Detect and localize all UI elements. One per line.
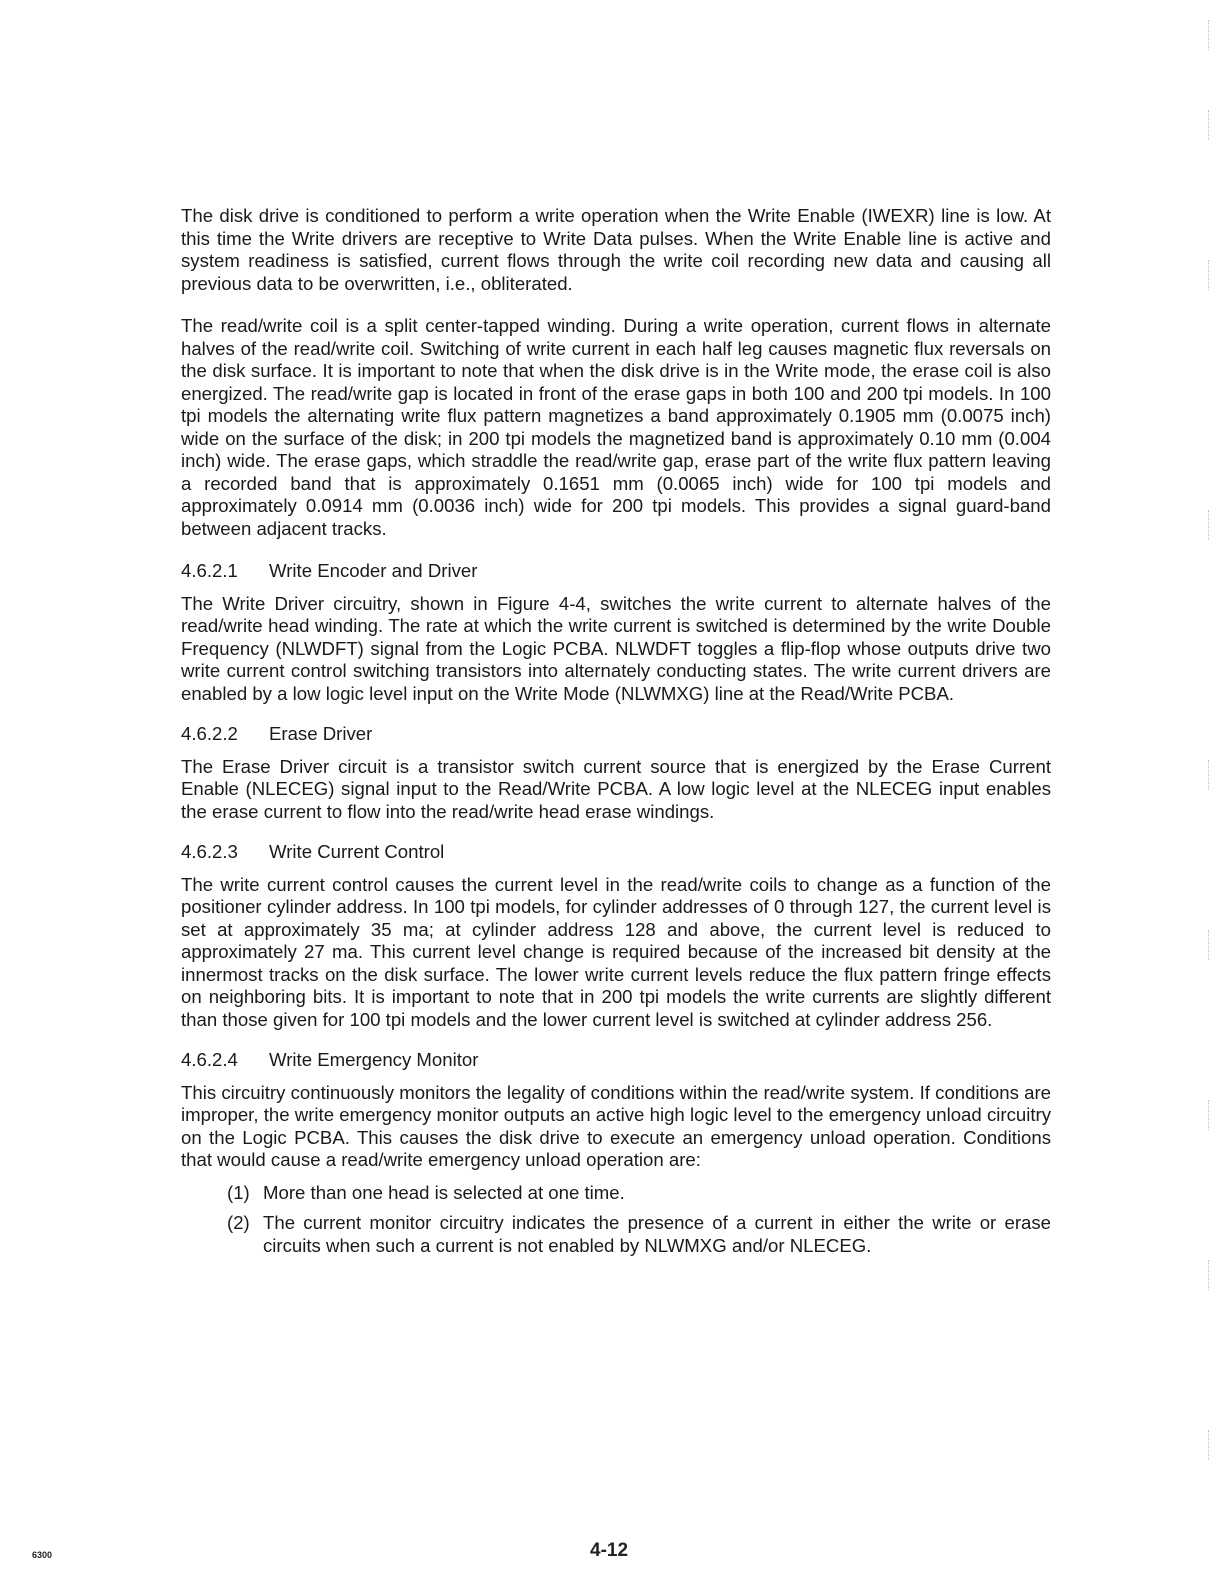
list-marker: (1) (227, 1181, 250, 1203)
scan-mark (1196, 1430, 1209, 1460)
section-number: 4.6.2.4 (181, 1049, 238, 1070)
list-item-text: More than one head is selected at one time. (263, 1181, 625, 1203)
conditions-list (181, 1182, 1051, 1258)
section-body: The Erase Driver circuit is a transistor switch current source that is energized by the Erase Current Enable (NLECEG) signal input to the Read/Write PCBA. A low logic level at the NLECEG input enables the erase current to flow into the read/write head erase windings. (181, 755, 1051, 822)
section-title: Write Current Control (269, 841, 445, 862)
section-title: Write Encoder and Driver (269, 560, 478, 581)
section-body: The write current control causes the current level in the read/write coils to change as a function of the positioner cylinder address. In 100 tpi models, for cylinder addresses of 0 through 127, the current level is set at approximately 35 ma; at cylinder address 128 and above, the current level is reduced to approximately 27 ma. This current level change is required because of the increased bit density at the innermost tracks on the disk surface. The lower write current levels reduce the flux pattern fringe effects on neighboring bits. It is important to note that in 200 tpi models the write currents are slightly different than those given for 100 tpi models and the lower current level is switched at cylinder address 256. (181, 873, 1051, 1030)
list-item-text: The current monitor circuitry indicates the presence of a current in either the write or erase circuits when such a current is not enabled by NLWMXG and/or NLECEG. (263, 1212, 1051, 1256)
section-title: Write Emergency Monitor (269, 1049, 479, 1070)
section-write-current-control (181, 841, 1051, 1031)
section-heading (181, 841, 1051, 864)
scan-mark (1196, 20, 1209, 50)
list-marker: (2) (227, 1212, 250, 1233)
scan-mark (1196, 930, 1209, 960)
list-item (227, 1212, 1051, 1257)
scan-mark (1196, 1260, 1209, 1290)
section-body: This circuitry continuously monitors the legality of conditions within the read/write system. If conditions are improper, the write emergency monitor outputs an active high logic level to the emergency unload circuitry on the Logic PCBA. This causes the disk drive to execute an emergency unload operation. Conditions that would cause a read/write emergency unload operation are: (181, 1081, 1051, 1170)
section-title: Erase Driver (269, 723, 373, 744)
paragraph-read-write-coil: The read/write coil is a split center-tapped winding. During a write operation, current flows in alternate halves of the read/write coil. Switching of write current in each half leg causes magnetic flux reversals on the disk surface. It is important to note that when the disk drive is in the Write mode, the erase coil is also energized. The read/write gap is located in front of the erase gaps in both 100 and 200 tpi models. In 100 tpi models the alternating write flux pattern magnetizes a band approximately 0.1905 mm (0.0075 inch) wide on the surface of the disk; in 200 tpi models the magnetized band is approximately 0.10 mm (0.004 inch) wide. The erase gaps, which straddle the read/write gap, erase part of the write flux pattern leaving a recorded band that is approximately 0.1651 mm (0.0065 inch) wide for 100 tpi models and approximately 0.0914 mm (0.0036 inch) wide for 200 tpi models. This provides a signal guard-band between adjacent tracks. (181, 315, 1051, 539)
section-body: The Write Driver circuitry, shown in Figure 4-4, switches the write current to alternate halves of the read/write head winding. The rate at which the write current is switched is determined by the write Double Frequency (NLWDFT) signal from the Logic PCBA. NLWDFT toggles a flip-flop whose outputs drive two write current control switching transistors into alternately conducting states. The write current drivers are enabled by a low logic level input on the Write Mode (NLWMXG) line at the Read/Write PCBA. (181, 592, 1051, 704)
scan-mark (1196, 1100, 1209, 1130)
section-number: 4.6.2.1 (181, 560, 238, 581)
paragraph-write-enable: The disk drive is conditioned to perform a write operation when the Write Enable (IWEXR) line is low. At this time the Write drivers are receptive to Write Data pulses. When the Write Enable line is active and system readiness is satisfied, current flows through the write coil recording new data and causing all previous data to be overwritten, i.e., obliterated. (181, 205, 1051, 294)
page-number: 4-12 (590, 1540, 629, 1561)
scan-mark (1196, 510, 1209, 540)
model-number: 6300 (32, 1550, 53, 1560)
section-erase-driver (181, 723, 1051, 823)
section-heading (181, 723, 1051, 746)
section-write-encoder (181, 560, 1051, 705)
section-heading (181, 1049, 1051, 1072)
scan-edge-marks (1196, 0, 1216, 1584)
scan-mark (1196, 110, 1209, 140)
section-write-emergency-monitor (181, 1049, 1051, 1257)
section-number: 4.6.2.3 (181, 841, 238, 862)
section-number: 4.6.2.2 (181, 723, 238, 744)
scan-mark (1196, 260, 1209, 290)
section-heading (181, 560, 1051, 583)
document-body (181, 205, 1051, 1275)
list-item (227, 1182, 1051, 1205)
scan-mark (1196, 760, 1209, 790)
